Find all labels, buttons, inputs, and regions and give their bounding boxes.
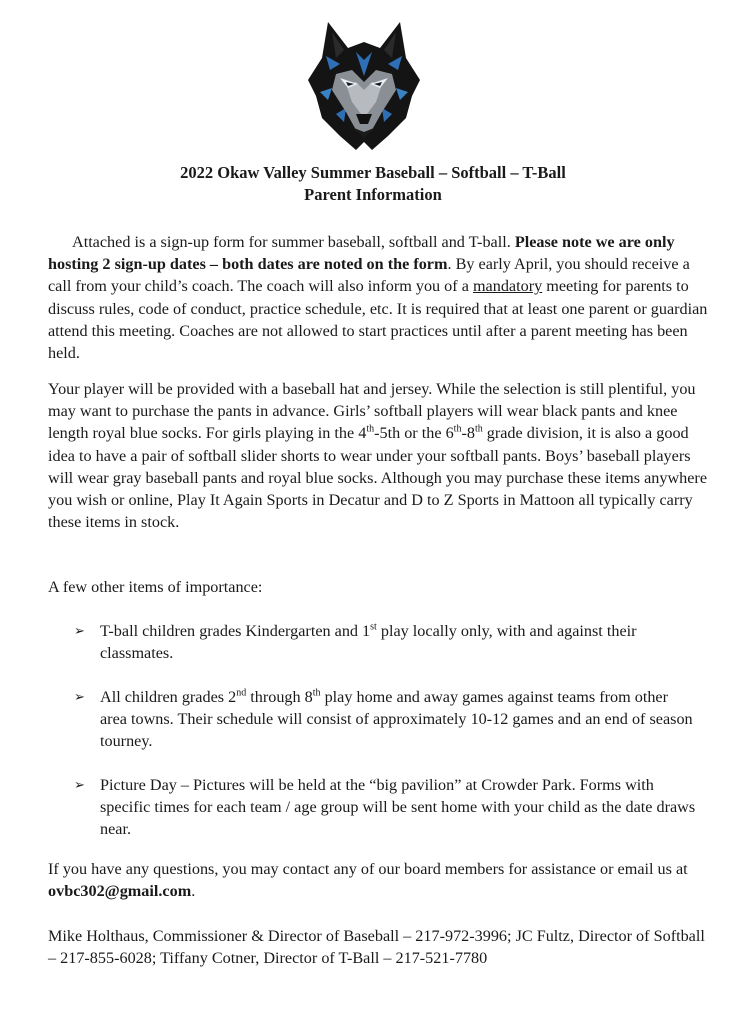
wolf-head-logo	[306, 18, 422, 152]
questions-paragraph: If you have any questions, you may contact any of our board members for assistance or email us at ovbc302@gmail.com.	[48, 860, 688, 901]
document-subtitle: Parent Information	[304, 185, 442, 204]
board-contacts: Mike Holthaus, Commissioner & Director of Baseball – 217-972-3996; JC Fultz, Director of Softball – 217-855-6028; Tiffany Cotner, Director of T-Ball – 217-521-7780	[48, 927, 705, 968]
document-title: 2022 Okaw Valley Summer Baseball – Softball – T-Ball	[180, 163, 566, 182]
arrow-bullet-icon: ➢	[74, 623, 85, 638]
intro-paragraph: Attached is a sign-up form for summer baseball, softball and T-ball. Please note we are only hosting 2 sign-up dates – both dates are noted on the form. By early April, you should receive a call from your child’s coach. The coach will also inform you of a mandatory meeting for parents to discuss rules, code of conduct, practice schedule, etc. It is required that at least one parent or guardian attend this meeting. Coaches are not allowed to start practices until after a parent meeting has been held.	[48, 233, 708, 363]
contact-email: ovbc302@gmail.com	[48, 882, 192, 901]
uniform-paragraph: Your player will be provided with a baseball hat and jersey. While the selection is still plentiful, you may want to purchase the pants in advance. Girls’ softball players will wear black pants and knee length royal blue socks. For girls playing in the 4th-5th or the 6th-8th grade division, it is also a good idea to have a pair of softball slider shorts to wear under your softball pants. Boys’ baseball players will wear gray baseball pants and royal blue socks. Although you may purchase these items anywhere you wish or online, Play It Again Sports in Decatur and D to Z Sports in Mattoon all typically carry these items in stock.	[48, 380, 708, 532]
other-items-heading: A few other items of importance:	[48, 578, 263, 596]
arrow-bullet-icon: ➢	[74, 689, 85, 704]
arrow-bullet-icon: ➢	[74, 777, 85, 792]
